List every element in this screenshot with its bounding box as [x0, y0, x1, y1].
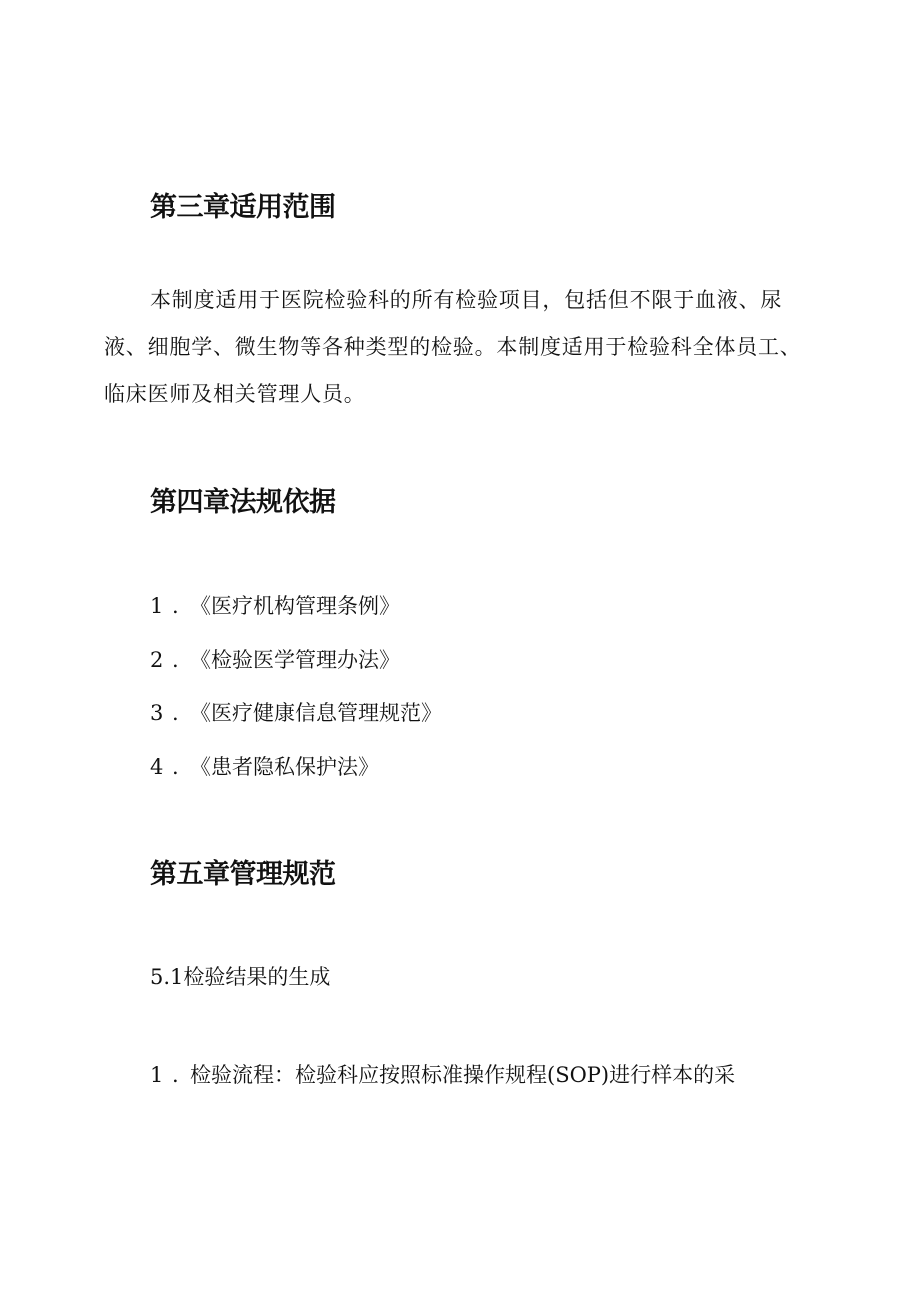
law-item: [150, 753, 379, 781]
procedure-item-separator: .: [172, 1063, 179, 1087]
procedure-item-number: 1: [150, 1063, 164, 1087]
procedure-item: [150, 1061, 735, 1089]
law-item-number: 4: [150, 755, 164, 779]
law-item-separator: .: [172, 594, 179, 618]
law-item: [150, 646, 400, 674]
law-item-separator: .: [172, 755, 179, 779]
law-item-text: 《检验医学管理办法》: [190, 648, 400, 672]
law-item-separator: .: [172, 701, 179, 725]
law-item-text: 《医疗健康信息管理规范》: [190, 701, 442, 725]
law-item-text: 《医疗机构管理条例》: [190, 594, 400, 618]
chapter4-title: 第四章法规依据: [150, 487, 336, 518]
section-title: 5.1检验结果的生成: [150, 965, 331, 989]
law-item: [150, 592, 400, 620]
law-item-number: 2: [150, 648, 164, 672]
law-item-number: 3: [150, 701, 164, 725]
chapter3-title: 第三章适用范围: [150, 192, 336, 223]
law-item-number: 1: [150, 594, 164, 618]
law-item-separator: .: [172, 648, 179, 672]
law-item-text: 《患者隐私保护法》: [190, 755, 379, 779]
chapter3-paragraph: 本制度适用于医院检验科的所有检验项目，包括但不限于血液、尿液、细胞学、微生物等各种类型的检验。本制度适用于检验科全体员工、临床医师及相关管理人员。: [104, 288, 802, 406]
law-item: [150, 699, 442, 727]
chapter3-body: [104, 277, 804, 418]
chapter5-title: 第五章管理规范: [150, 859, 336, 890]
procedure-item-text: 检验流程：检验科应按照标准操作规程(SOP)进行样本的采: [190, 1063, 736, 1087]
